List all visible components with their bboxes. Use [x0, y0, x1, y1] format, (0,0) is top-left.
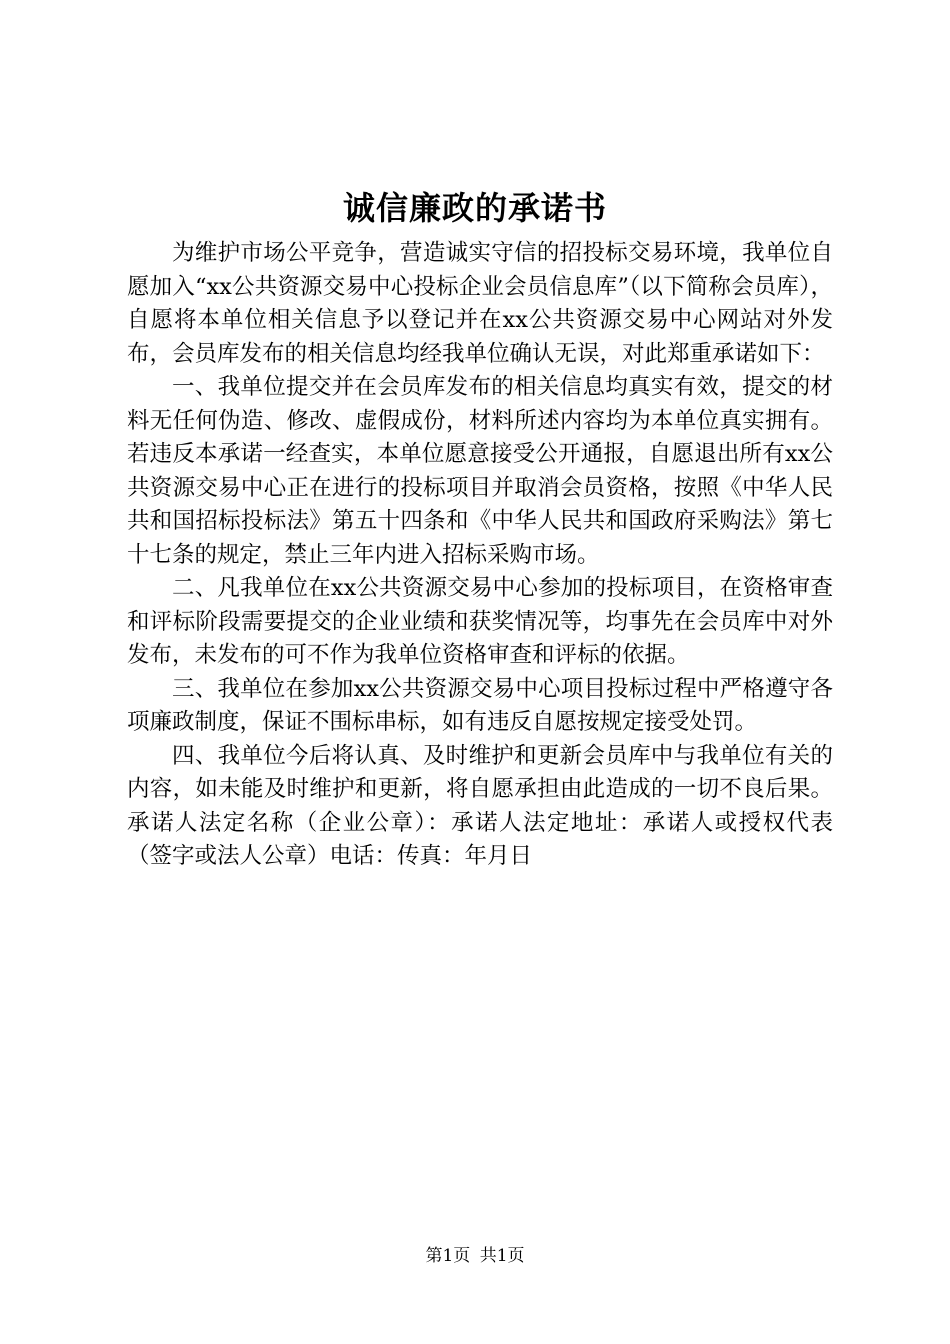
document-body	[127, 237, 833, 874]
commitment-paragraph-2: 二、凡我单位在xx公共资源交易中心参加的投标项目，在资格审查和评标阶段需要提交的企业业绩和获奖情况等，均事先在会员库中对外发布，未发布的可不作为我单位资格审查和评标的依据。	[127, 575, 833, 668]
total-pages: 共1页	[479, 1246, 525, 1266]
commitment-paragraph-1: 一、我单位提交并在会员库发布的相关信息均真实有效，提交的材料无任何伪造、修改、虚假成份，材料所述内容均为本单位真实拥有。若违反本承诺一经查实，本单位愿意接受公开通报，自愿退出所有xx公共资源交易中心正在进行的投标项目并取消会员资格，按照《中华人民共和国招标投标法》第五十四条和《中华人民共和国政府采购法》第七十七条的规定，禁止三年内进入招标采购市场。	[127, 374, 833, 568]
document-title: 诚信廉政的承诺书	[342, 189, 607, 227]
page-footer	[0, 1244, 950, 1268]
intro-paragraph: 为维护市场公平竞争，营造诚实守信的招投标交易环境，我单位自愿加入“xx公共资源交易中心投标企业会员信息库”（以下简称会员库），自愿将本单位相关信息予以登记并在xx公共资源交易中心网站对外发布，会员库发布的相关信息均经我单位确认无误，对此郑重承诺如下：	[127, 240, 833, 367]
commitment-paragraph-4: 四、我单位今后将认真、及时维护和更新会员库中与我单位有关的内容，如未能及时维护和更新，将自愿承担由此造成的一切不良后果。承诺人法定名称（企业公章）：承诺人法定地址：承诺人或授权代表（签字或法人公章）电话：传真：年月日	[127, 742, 833, 869]
commitment-paragraph-3: 三、我单位在参加xx公共资源交易中心项目投标过程中严格遵守各项廉政制度，保证不围标串标，如有违反自愿按规定接受处罚。	[127, 675, 833, 735]
page-number: 第1页	[425, 1246, 471, 1266]
